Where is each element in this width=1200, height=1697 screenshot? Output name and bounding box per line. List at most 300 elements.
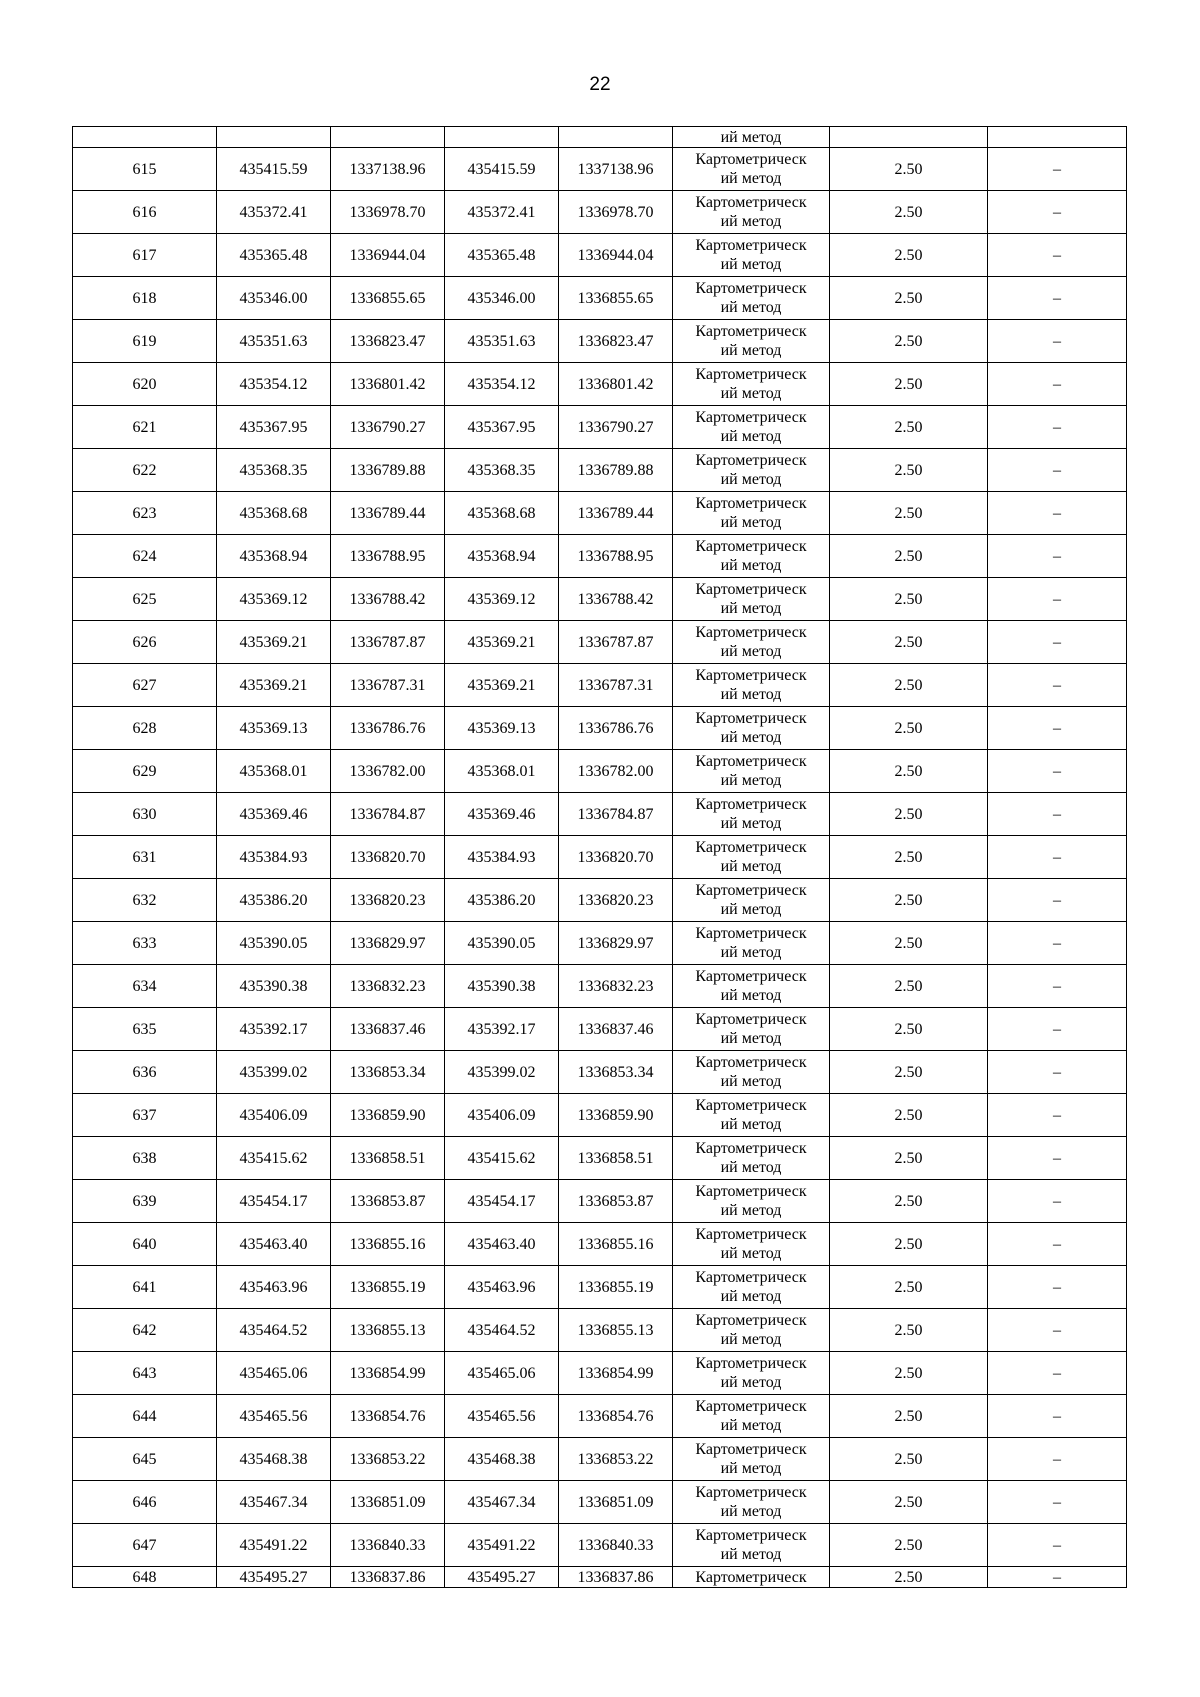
cell-method — [673, 922, 830, 965]
cell-x1: 435468.38 — [217, 1438, 331, 1481]
method-line-2: ий метод — [720, 1030, 782, 1047]
method-line-2: ий метод — [720, 213, 782, 230]
cell-y2: 1336854.76 — [559, 1395, 673, 1438]
cell-accuracy: 2.50 — [830, 406, 988, 449]
cell-y1: 1336851.09 — [331, 1481, 445, 1524]
cell-y1: 1336837.46 — [331, 1008, 445, 1051]
cell-x1: 435392.17 — [217, 1008, 331, 1051]
method-line-1: Картометрическ — [695, 1226, 807, 1243]
table-row — [73, 363, 1127, 406]
cell-note: – — [988, 578, 1127, 621]
cell-y2: 1336788.42 — [559, 578, 673, 621]
cell-accuracy: 2.50 — [830, 836, 988, 879]
cell-method — [673, 879, 830, 922]
method-line-1: Картометрическ — [695, 796, 807, 813]
cell-y2: 1336782.00 — [559, 750, 673, 793]
cell-x2: 435465.56 — [445, 1395, 559, 1438]
cell-y2: 1336820.70 — [559, 836, 673, 879]
cell-y1: 1336840.33 — [331, 1524, 445, 1567]
cell-y2: 1336829.97 — [559, 922, 673, 965]
table-row — [73, 879, 1127, 922]
cell-note: – — [988, 406, 1127, 449]
cell-y2: 1336787.31 — [559, 664, 673, 707]
cell-y1: 1336854.76 — [331, 1395, 445, 1438]
cell-number: 624 — [73, 535, 217, 578]
cell-note: – — [988, 1395, 1127, 1438]
method-line-1: Картометрическ — [695, 925, 807, 942]
cell-note: – — [988, 1352, 1127, 1395]
cell-number: 629 — [73, 750, 217, 793]
cell-note: – — [988, 535, 1127, 578]
cell-method — [673, 1266, 830, 1309]
coordinates-table — [72, 126, 1127, 1588]
cell-number: 615 — [73, 148, 217, 191]
table-row — [73, 148, 1127, 191]
table-row — [73, 1223, 1127, 1266]
table-row — [73, 621, 1127, 664]
method-line-2: ий метод — [720, 471, 782, 488]
cell-number: 620 — [73, 363, 217, 406]
cell-x1: 435415.62 — [217, 1137, 331, 1180]
table-row-fragment-top — [73, 127, 1127, 148]
cell-x1: 435399.02 — [217, 1051, 331, 1094]
cell-y2: 1337138.96 — [559, 148, 673, 191]
table-row — [73, 1352, 1127, 1395]
table-row — [73, 535, 1127, 578]
cell-y1: 1336786.76 — [331, 707, 445, 750]
cell-x1: 435384.93 — [217, 836, 331, 879]
cell-y2: 1336855.16 — [559, 1223, 673, 1266]
cell-note: – — [988, 1051, 1127, 1094]
cell-accuracy: 2.50 — [830, 148, 988, 191]
cell-method — [673, 363, 830, 406]
cell-y1: 1337138.96 — [331, 148, 445, 191]
cell-x2: 435464.52 — [445, 1309, 559, 1352]
cell-y2: 1336859.90 — [559, 1094, 673, 1137]
cell-y2: 1336851.09 — [559, 1481, 673, 1524]
cell-method — [673, 1438, 830, 1481]
cell-x2: 435368.94 — [445, 535, 559, 578]
table-row — [73, 1008, 1127, 1051]
page-number: 22 — [589, 74, 611, 95]
cell-accuracy — [830, 127, 988, 148]
method-line-1: Картометрическ — [695, 882, 807, 899]
cell-number: 630 — [73, 793, 217, 836]
cell-x2: 435354.12 — [445, 363, 559, 406]
cell-x2: 435384.93 — [445, 836, 559, 879]
cell-accuracy: 2.50 — [830, 793, 988, 836]
cell-accuracy: 2.50 — [830, 1524, 988, 1567]
method-line-1: Картометрическ — [695, 151, 807, 168]
cell-y1: 1336784.87 — [331, 793, 445, 836]
cell-method — [673, 535, 830, 578]
method-line-1: Картометрическ — [695, 366, 807, 383]
cell-y2: 1336858.51 — [559, 1137, 673, 1180]
cell-number: 634 — [73, 965, 217, 1008]
cell-x2: 435495.27 — [445, 1567, 559, 1588]
table-row — [73, 449, 1127, 492]
cell-y1: 1336787.87 — [331, 621, 445, 664]
cell-x1: 435491.22 — [217, 1524, 331, 1567]
cell-number: 639 — [73, 1180, 217, 1223]
method-line-2: ий метод — [720, 1417, 782, 1434]
cell-number: 647 — [73, 1524, 217, 1567]
cell-method — [673, 1051, 830, 1094]
cell-accuracy: 2.50 — [830, 1223, 988, 1266]
cell-x2: 435415.59 — [445, 148, 559, 191]
cell-y2: 1336853.22 — [559, 1438, 673, 1481]
cell-accuracy: 2.50 — [830, 1137, 988, 1180]
method-line-2: ий метод — [720, 600, 782, 617]
cell-x2: 435372.41 — [445, 191, 559, 234]
cell-note: – — [988, 1567, 1127, 1588]
method-line-2: ий метод — [720, 514, 782, 531]
cell-y2: 1336787.87 — [559, 621, 673, 664]
cell-y2: 1336786.76 — [559, 707, 673, 750]
cell-method — [673, 1137, 830, 1180]
cell-number: 628 — [73, 707, 217, 750]
cell-y2: 1336789.88 — [559, 449, 673, 492]
cell-note: – — [988, 449, 1127, 492]
method-line-1: Картометрическ — [695, 1011, 807, 1028]
table-row — [73, 707, 1127, 750]
cell-accuracy: 2.50 — [830, 1567, 988, 1588]
method-line-1: Картометрическ — [695, 280, 807, 297]
cell-x1: 435351.63 — [217, 320, 331, 363]
cell-note — [988, 127, 1127, 148]
table-row — [73, 1051, 1127, 1094]
cell-accuracy: 2.50 — [830, 1008, 988, 1051]
cell-accuracy: 2.50 — [830, 965, 988, 1008]
cell-x2: 435390.05 — [445, 922, 559, 965]
cell-y2: 1336820.23 — [559, 879, 673, 922]
method-line-2: ий метод — [720, 686, 782, 703]
cell-x1: 435463.40 — [217, 1223, 331, 1266]
cell-method — [673, 1094, 830, 1137]
cell-accuracy: 2.50 — [830, 1051, 988, 1094]
cell-y1 — [331, 127, 445, 148]
cell-x1: 435465.06 — [217, 1352, 331, 1395]
cell-note: – — [988, 1180, 1127, 1223]
method-line-2: ий метод — [720, 1374, 782, 1391]
table-row — [73, 578, 1127, 621]
table-row — [73, 1094, 1127, 1137]
cell-note: – — [988, 1438, 1127, 1481]
cell-method — [673, 1352, 830, 1395]
cell-method — [673, 1395, 830, 1438]
cell-note: – — [988, 1481, 1127, 1524]
method-line-2: ий метод — [720, 1073, 782, 1090]
cell-y1: 1336855.19 — [331, 1266, 445, 1309]
cell-x2: 435368.01 — [445, 750, 559, 793]
cell-y1: 1336858.51 — [331, 1137, 445, 1180]
cell-method — [673, 234, 830, 277]
cell-y2: 1336784.87 — [559, 793, 673, 836]
cell-y2: 1336978.70 — [559, 191, 673, 234]
cell-method — [673, 492, 830, 535]
cell-method — [673, 1481, 830, 1524]
method-line-2: ий метод — [720, 643, 782, 660]
method-line-2: ий метод — [720, 1245, 782, 1262]
method-line-1: Картометрическ — [695, 1097, 807, 1114]
cell-x1: 435390.05 — [217, 922, 331, 965]
cell-number: 638 — [73, 1137, 217, 1180]
table-row-fragment-bottom — [73, 1567, 1127, 1588]
cell-y2: 1336832.23 — [559, 965, 673, 1008]
cell-note: – — [988, 922, 1127, 965]
cell-method — [673, 836, 830, 879]
cell-method — [673, 793, 830, 836]
cell-note: – — [988, 320, 1127, 363]
cell-accuracy: 2.50 — [830, 191, 988, 234]
cell-x2: 435468.38 — [445, 1438, 559, 1481]
method-line-1: Картометрическ — [695, 1183, 807, 1200]
cell-x1: 435354.12 — [217, 363, 331, 406]
cell-method — [673, 449, 830, 492]
cell-x1: 435415.59 — [217, 148, 331, 191]
cell-y1: 1336788.95 — [331, 535, 445, 578]
cell-note: – — [988, 1137, 1127, 1180]
cell-note: – — [988, 1524, 1127, 1567]
cell-x1: 435467.34 — [217, 1481, 331, 1524]
cell-number: 640 — [73, 1223, 217, 1266]
method-line-1: Картометрическ — [695, 1355, 807, 1372]
cell-y2: 1336853.34 — [559, 1051, 673, 1094]
cell-x1: 435368.94 — [217, 535, 331, 578]
table-row — [73, 793, 1127, 836]
cell-number: 635 — [73, 1008, 217, 1051]
cell-y1: 1336853.87 — [331, 1180, 445, 1223]
cell-x2: 435465.06 — [445, 1352, 559, 1395]
method-line-2: ий метод — [720, 342, 782, 359]
cell-method — [673, 148, 830, 191]
method-line-2: ий метод — [720, 1503, 782, 1520]
cell-number: 616 — [73, 191, 217, 234]
cell-note: – — [988, 277, 1127, 320]
cell-y1: 1336855.13 — [331, 1309, 445, 1352]
cell-accuracy: 2.50 — [830, 535, 988, 578]
method-line-2: ий метод — [720, 1116, 782, 1133]
cell-note: – — [988, 965, 1127, 1008]
cell-method — [673, 1223, 830, 1266]
table-row — [73, 1395, 1127, 1438]
cell-y2: 1336788.95 — [559, 535, 673, 578]
cell-x2: 435467.34 — [445, 1481, 559, 1524]
cell-x1: 435369.21 — [217, 664, 331, 707]
cell-note: – — [988, 1094, 1127, 1137]
method-line-2: ий метод — [720, 858, 782, 875]
method-line-1: Картометрическ — [695, 1527, 807, 1544]
cell-number: 632 — [73, 879, 217, 922]
cell-y2: 1336853.87 — [559, 1180, 673, 1223]
table-row — [73, 1309, 1127, 1352]
method-line-2: ий метод — [720, 256, 782, 273]
cell-method — [673, 320, 830, 363]
cell-y1: 1336859.90 — [331, 1094, 445, 1137]
cell-y2: 1336837.86 — [559, 1567, 673, 1588]
method-line-1: Картометрическ — [695, 452, 807, 469]
cell-accuracy: 2.50 — [830, 1352, 988, 1395]
cell-note: – — [988, 707, 1127, 750]
cell-y1: 1336853.22 — [331, 1438, 445, 1481]
cell-x1: 435454.17 — [217, 1180, 331, 1223]
cell-number: 645 — [73, 1438, 217, 1481]
method-line-2: ий метод — [720, 729, 782, 746]
method-line-2: ий метод — [720, 944, 782, 961]
cell-y1: 1336801.42 — [331, 363, 445, 406]
cell-x2: 435406.09 — [445, 1094, 559, 1137]
cell-y1: 1336823.47 — [331, 320, 445, 363]
cell-x1: 435463.96 — [217, 1266, 331, 1309]
method-line-1: Картометрическ — [695, 1054, 807, 1071]
cell-x2 — [445, 127, 559, 148]
table-row — [73, 320, 1127, 363]
method-line-2: ий метод — [720, 170, 782, 187]
cell-accuracy: 2.50 — [830, 363, 988, 406]
cell-x1: 435369.13 — [217, 707, 331, 750]
cell-note: – — [988, 234, 1127, 277]
cell-x1: 435346.00 — [217, 277, 331, 320]
cell-y2: 1336855.19 — [559, 1266, 673, 1309]
cell-x2: 435415.62 — [445, 1137, 559, 1180]
method-line-1: Картометрическ — [695, 839, 807, 856]
cell-y2: 1336840.33 — [559, 1524, 673, 1567]
cell-x2: 435367.95 — [445, 406, 559, 449]
cell-number: 642 — [73, 1309, 217, 1352]
cell-x2: 435463.40 — [445, 1223, 559, 1266]
method-line-2: ий метод — [720, 1546, 782, 1563]
cell-method: ий метод — [673, 127, 830, 148]
cell-method — [673, 1008, 830, 1051]
cell-number: 623 — [73, 492, 217, 535]
cell-x2: 435386.20 — [445, 879, 559, 922]
method-line-1: Картометрическ — [695, 753, 807, 770]
cell-number: 618 — [73, 277, 217, 320]
cell-y1: 1336832.23 — [331, 965, 445, 1008]
cell-number: 636 — [73, 1051, 217, 1094]
cell-method — [673, 664, 830, 707]
table-row — [73, 191, 1127, 234]
cell-x2: 435454.17 — [445, 1180, 559, 1223]
method-line-2: ий метод — [720, 987, 782, 1004]
method-line-1: Картометрическ — [695, 323, 807, 340]
cell-y1: 1336788.42 — [331, 578, 445, 621]
method-line-2: ий метод — [720, 1331, 782, 1348]
cell-x2: 435369.46 — [445, 793, 559, 836]
cell-note: – — [988, 492, 1127, 535]
cell-x1: 435465.56 — [217, 1395, 331, 1438]
table-row — [73, 836, 1127, 879]
method-line-1: Картометрическ — [695, 495, 807, 512]
cell-accuracy: 2.50 — [830, 578, 988, 621]
cell-x1: 435368.01 — [217, 750, 331, 793]
cell-accuracy: 2.50 — [830, 492, 988, 535]
cell-method — [673, 277, 830, 320]
method-line-2: ий метод — [720, 1460, 782, 1477]
method-line-1: Картометрическ — [695, 1441, 807, 1458]
method-line-1: Картометрическ — [695, 624, 807, 641]
cell-y1: 1336854.99 — [331, 1352, 445, 1395]
method-line-2: ий метод — [720, 1202, 782, 1219]
cell-accuracy: 2.50 — [830, 621, 988, 664]
cell-x2: 435368.68 — [445, 492, 559, 535]
cell-accuracy: 2.50 — [830, 1094, 988, 1137]
cell-number: 631 — [73, 836, 217, 879]
cell-x2: 435369.13 — [445, 707, 559, 750]
cell-accuracy: 2.50 — [830, 1481, 988, 1524]
table-row — [73, 664, 1127, 707]
table-row — [73, 492, 1127, 535]
method-line-1: Картометрическ — [695, 1269, 807, 1286]
cell-number — [73, 127, 217, 148]
cell-x1: 435495.27 — [217, 1567, 331, 1588]
cell-y1: 1336837.86 — [331, 1567, 445, 1588]
method-line-1: Картометрическ — [695, 968, 807, 985]
cell-x2: 435369.12 — [445, 578, 559, 621]
cell-number: 627 — [73, 664, 217, 707]
method-line-2: ий метод — [720, 1288, 782, 1305]
method-line-1: Картометрическ — [695, 710, 807, 727]
cell-y1: 1336944.04 — [331, 234, 445, 277]
cell-number: 619 — [73, 320, 217, 363]
cell-note: – — [988, 1008, 1127, 1051]
cell-number: 637 — [73, 1094, 217, 1137]
cell-y1: 1336829.97 — [331, 922, 445, 965]
table-row — [73, 1137, 1127, 1180]
cell-y1: 1336853.34 — [331, 1051, 445, 1094]
method-line-2: ий метод — [720, 557, 782, 574]
cell-method — [673, 1524, 830, 1567]
cell-note: – — [988, 664, 1127, 707]
cell-y1: 1336790.27 — [331, 406, 445, 449]
cell-number: 633 — [73, 922, 217, 965]
cell-number: 626 — [73, 621, 217, 664]
cell-note: – — [988, 1309, 1127, 1352]
cell-x2: 435491.22 — [445, 1524, 559, 1567]
cell-x1 — [217, 127, 331, 148]
method-line-1: Картометрическ — [695, 194, 807, 211]
method-line-1: Картометрическ — [695, 237, 807, 254]
method-line-1: Картометрическ — [695, 1484, 807, 1501]
cell-x2: 435351.63 — [445, 320, 559, 363]
cell-note: – — [988, 879, 1127, 922]
table-row — [73, 1481, 1127, 1524]
cell-x2: 435390.38 — [445, 965, 559, 1008]
cell-y2: 1336801.42 — [559, 363, 673, 406]
cell-method — [673, 406, 830, 449]
cell-accuracy: 2.50 — [830, 1309, 988, 1352]
cell-accuracy: 2.50 — [830, 750, 988, 793]
cell-y1: 1336978.70 — [331, 191, 445, 234]
cell-number: 621 — [73, 406, 217, 449]
cell-accuracy: 2.50 — [830, 1395, 988, 1438]
cell-y1: 1336820.70 — [331, 836, 445, 879]
cell-y1: 1336787.31 — [331, 664, 445, 707]
method-line-2: ий метод — [720, 385, 782, 402]
cell-x1: 435390.38 — [217, 965, 331, 1008]
cell-x1: 435369.46 — [217, 793, 331, 836]
cell-accuracy: 2.50 — [830, 277, 988, 320]
cell-y1: 1336782.00 — [331, 750, 445, 793]
cell-note: – — [988, 621, 1127, 664]
cell-accuracy: 2.50 — [830, 1180, 988, 1223]
cell-y2: 1336789.44 — [559, 492, 673, 535]
cell-x1: 435464.52 — [217, 1309, 331, 1352]
cell-y2: 1336855.13 — [559, 1309, 673, 1352]
cell-y1: 1336789.44 — [331, 492, 445, 535]
table-row — [73, 277, 1127, 320]
cell-accuracy: 2.50 — [830, 320, 988, 363]
